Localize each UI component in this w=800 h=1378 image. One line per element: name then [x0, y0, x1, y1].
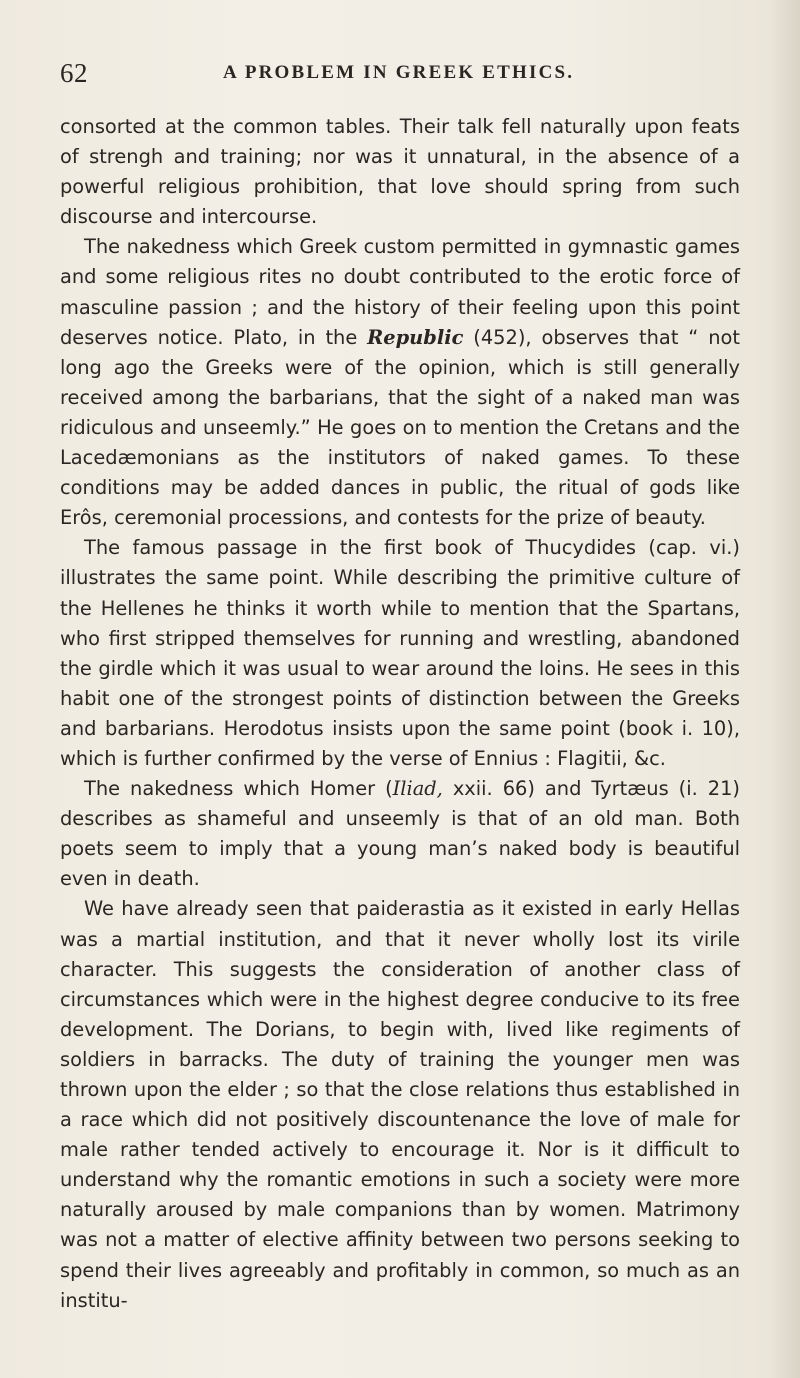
body-text: [60, 112, 740, 1316]
paragraph-3: The famous passage in the first book of Thucydides (cap. vi.) illustrates the same point. While describing the primitive culture of the Hellenes he thinks it worth while to mention that the Spartans, who first stripped themselves for running and wrestling, abandoned the girdle which it was usual to wear around the loins. He sees in this habit one of the strongest points of distinction between the Greeks and barbarians. Herodotus insists upon the same point (book i. 10), which is further confirmed by the verse of Ennius : Flagitii, &c.: [60, 536, 740, 770]
paragraph-4-start: The nakedness which Homer (: [84, 777, 393, 801]
paragraph-2-end: (452), observes that “ not long ago the Greeks were of the opinion, which is still generally received among the barbarians, that the sight of a naked man was ridiculous and unseemly.” He goes on to mention the Cretans and the Lacedæmonians as the institutors of naked games. To these conditions may be added dances in public, the ritual of gods like Erôs, ceremonial processions, and contests for the prize of beauty.: [60, 325, 740, 530]
republic-title: Republic: [367, 325, 464, 349]
paragraph-5: We have already seen that paiderastia as it existed in early Hellas was a martial institution, and that it never wholly lost its virile character. This suggests the consideration of another class of circumstances which were in the highest degree conducive to its free development. The Dorians, to begin with, lived like regiments of soldiers in barracks. The duty of training the younger men was thrown upon the elder ; so that the close relations thus established in a race which did not positively discountenance the love of male for male rather tended actively to encourage it. Nor is it difficult to understand why the romantic emotions in such a society were more naturally aroused by male companions than by women. Matrimony was not a matter of elective affinity between two persons seeking to spend their lives agreeably and profitably in common, so much as an institu-: [60, 897, 740, 1312]
page-number: 62: [60, 58, 88, 88]
paragraph-2-start: The nakedness which Greek custom permitted in gymnastic games and some religious rites no doubt contributed to the erotic force of masculine passion ; and the history of their feeling upon this point deserves notice. Plato, in the: [60, 235, 740, 349]
paragraph-4-end: xxii. 66) and Tyrtæus (i. 21) describes as shameful and unseemly is that of an old man. Both poets seem to imply that a young man’s naked body is beautiful even in death.: [60, 777, 740, 891]
paragraph-4: [60, 774, 740, 894]
iliad-title: Iliad,: [392, 777, 443, 801]
paragraph-2: [60, 232, 740, 533]
paragraph-1: consorted at the common tables. Their talk fell naturally upon feats of strengh and training; nor was it unnatural, in the absence of a powerful religious prohibition, that love should spring from such discourse and intercourse.: [60, 115, 740, 229]
running-head: A PROBLEM IN GREEK ETHICS.: [223, 62, 575, 83]
page-header: [60, 58, 740, 88]
